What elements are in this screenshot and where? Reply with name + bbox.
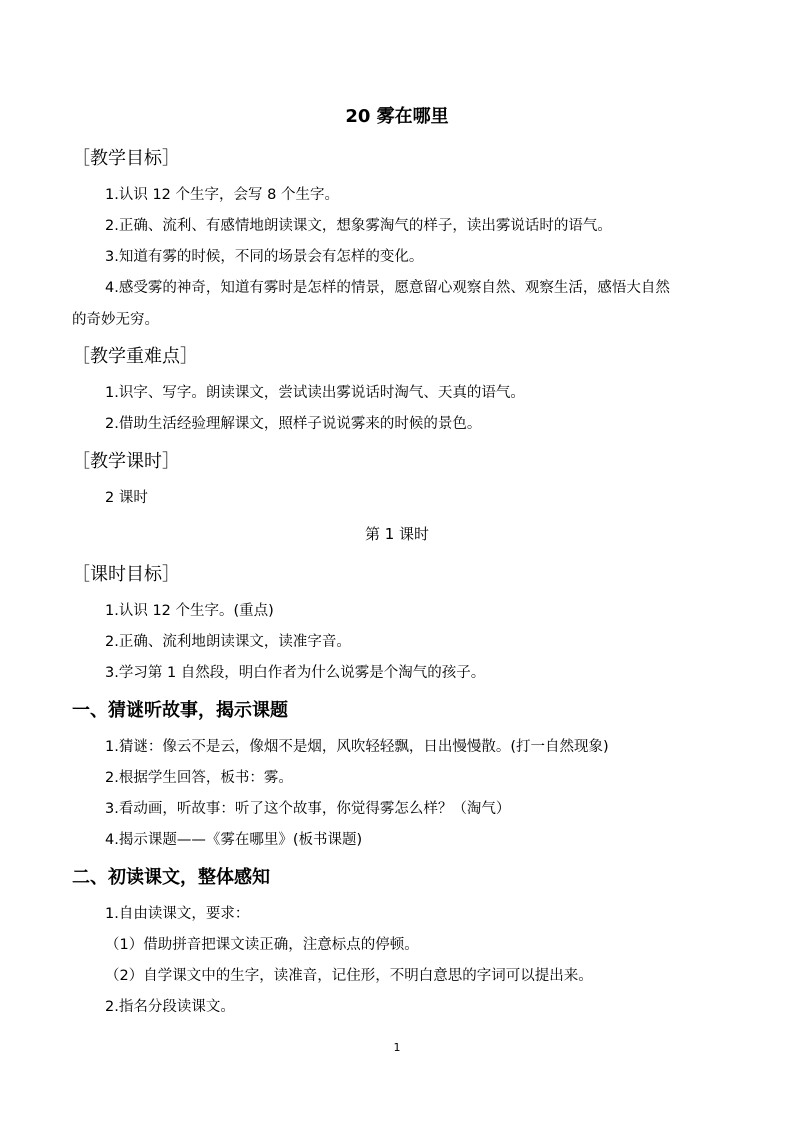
section-heading-part1: 一、猜谜听故事，揭示课题: [72, 700, 288, 721]
keypoint-item: 1.识字、写字。朗读课文，尝试读出雾说话时淘气、天真的语气。: [105, 385, 525, 401]
part2-subitem: （1）借助拼音把课文读正确，注意标点的停顿。: [105, 937, 419, 953]
keypoint-item: 2.借助生活经验理解课文，照样子说说雾来的时候的景色。: [105, 416, 482, 432]
section-heading-teaching-goals: ［教学目标］: [72, 148, 180, 169]
part2-item: 2.指名分段读课文。: [105, 999, 235, 1015]
lesson-goal-item: 1.认识 12 个生字。(重点): [105, 603, 274, 619]
part1-item: 4.揭示课题——《雾在哪里》(板书课题): [105, 832, 363, 848]
part1-item: 2.根据学生回答，板书：雾。: [105, 770, 293, 786]
part1-item: 1.猜谜：像云不是云，像烟不是烟，风吹轻轻飘，日出慢慢散。(打一自然现象): [105, 739, 609, 755]
class-hours-value: 2 课时: [105, 490, 148, 506]
part2-item: 1.自由读课文，要求：: [105, 906, 250, 922]
section-heading-class-hours: ［教学课时］: [72, 451, 180, 472]
goal-item-continuation: 的奇妙无穷。: [72, 312, 159, 328]
section-heading-lesson-goals: ［课时目标］: [72, 564, 180, 585]
section-heading-key-difficult-points: ［教学重难点］: [72, 346, 198, 367]
part2-subitem: （2）自学课文中的生字，读准音，记住形，不明白意思的字词可以提出来。: [105, 968, 593, 984]
lesson-goal-item: 3.学习第 1 自然段，明白作者为什么说雾是个淘气的孩子。: [105, 665, 486, 681]
goal-item: 3.知道有雾的时候，不同的场景会有怎样的变化。: [105, 249, 424, 265]
goal-item: 1.认识 12 个生字，会写 8 个生字。: [105, 187, 339, 203]
page-number: 1: [393, 1041, 401, 1054]
goal-item: 4.感受雾的神奇，知道有雾时是怎样的情景，愿意留心观察自然、观察生活，感悟大自然: [105, 280, 670, 296]
section-heading-part2: 二、初读课文，整体感知: [72, 867, 270, 888]
goal-item: 2.正确、流利、有感情地朗读课文，想象雾淘气的样子，读出雾说话时的语气。: [105, 218, 612, 234]
lesson-heading: 第 1 课时: [364, 525, 430, 543]
document-title: 20 雾在哪里: [345, 106, 449, 127]
part1-item: 3.看动画，听故事：听了这个故事，你觉得雾怎么样？（淘气）: [105, 801, 511, 817]
lesson-goal-item: 2.正确、流利地朗读课文，读准字音。: [105, 634, 351, 650]
